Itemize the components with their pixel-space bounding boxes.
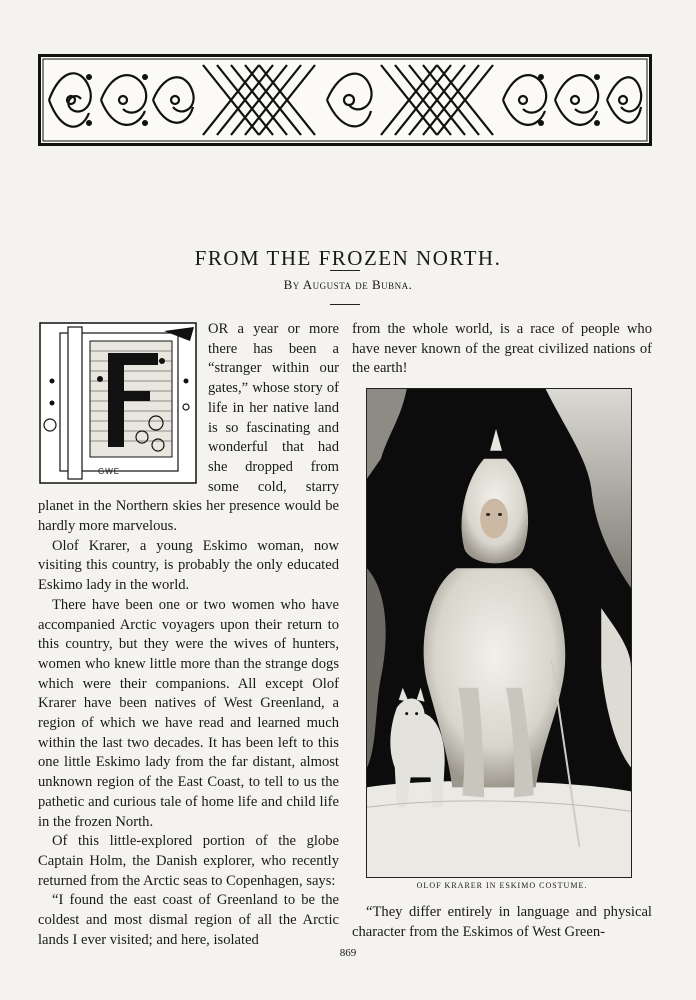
byline-text: By Augusta de Bubna. bbox=[283, 277, 413, 292]
dropcap-letter-f-icon bbox=[38, 321, 198, 485]
right-column-bottom bbox=[352, 903, 652, 942]
photo-caption: OLOF KRARER IN ESKIMO COSTUME. bbox=[416, 881, 588, 890]
paragraph-4: Of this little-explored portion of the globe Captain Holm, the Danish explorer, who recently returned from the Arctic seas to Copenhagen, says: bbox=[38, 833, 339, 889]
photo-eskimo-woman-with-dog-icon bbox=[367, 389, 631, 877]
title-divider bbox=[330, 270, 360, 271]
paragraph-5: “I found the east coast of Greenland to be the coldest and most dismal region of all the Arctic lands I ever visited; and here, isolated bbox=[38, 892, 339, 948]
article-title: FROM THE FROZEN NORTH. bbox=[194, 246, 502, 271]
page-number: 869 bbox=[339, 947, 357, 959]
dropcap-artist-initials: GWE bbox=[98, 467, 121, 476]
right-column bbox=[352, 320, 652, 379]
left-column bbox=[38, 320, 339, 951]
illuminated-dropcap bbox=[38, 321, 198, 485]
paragraph-3: There have been one or two women who have accompanied Arctic voyagers upon their return to this country, but they were the wives of hunters, women who knew little more than the strange dogs which were their companions. All except Olof Krarer have been natives of West Greenland, a region of which we have read and learned much within the last two decades. It has been left to this one little Eskimo lady from the far distant, almost unknown region of the East Coast, to tell to us the pathetic and curious tale of home life and child life in the frozen North. bbox=[38, 596, 339, 830]
photo-olof-krarer bbox=[366, 388, 632, 878]
paragraph-1: OR a year or more there has been a “stranger within our gates,” whose story of life in her native land is so fascinating and wonderful that had she dropped from some cold, starry planet in the Northern skies her presence would be hardly more marvelous. bbox=[38, 321, 339, 535]
byline-divider bbox=[330, 304, 360, 305]
article-byline bbox=[0, 277, 696, 293]
ornament-scrollwork-icon bbox=[41, 57, 649, 143]
right-paragraph-quote: “They differ entirely in language and physical character from the Eskimos of West Green- bbox=[352, 904, 652, 940]
right-paragraph-continued: from the whole world, is a race of people who have never known of the great civilized nations of the earth! bbox=[352, 321, 652, 377]
paragraph-2: Olof Krarer, a young Eskimo woman, now visiting this country, is probably the only educated Eskimo lady in the world. bbox=[38, 537, 339, 594]
ornamental-header-banner bbox=[38, 54, 652, 146]
